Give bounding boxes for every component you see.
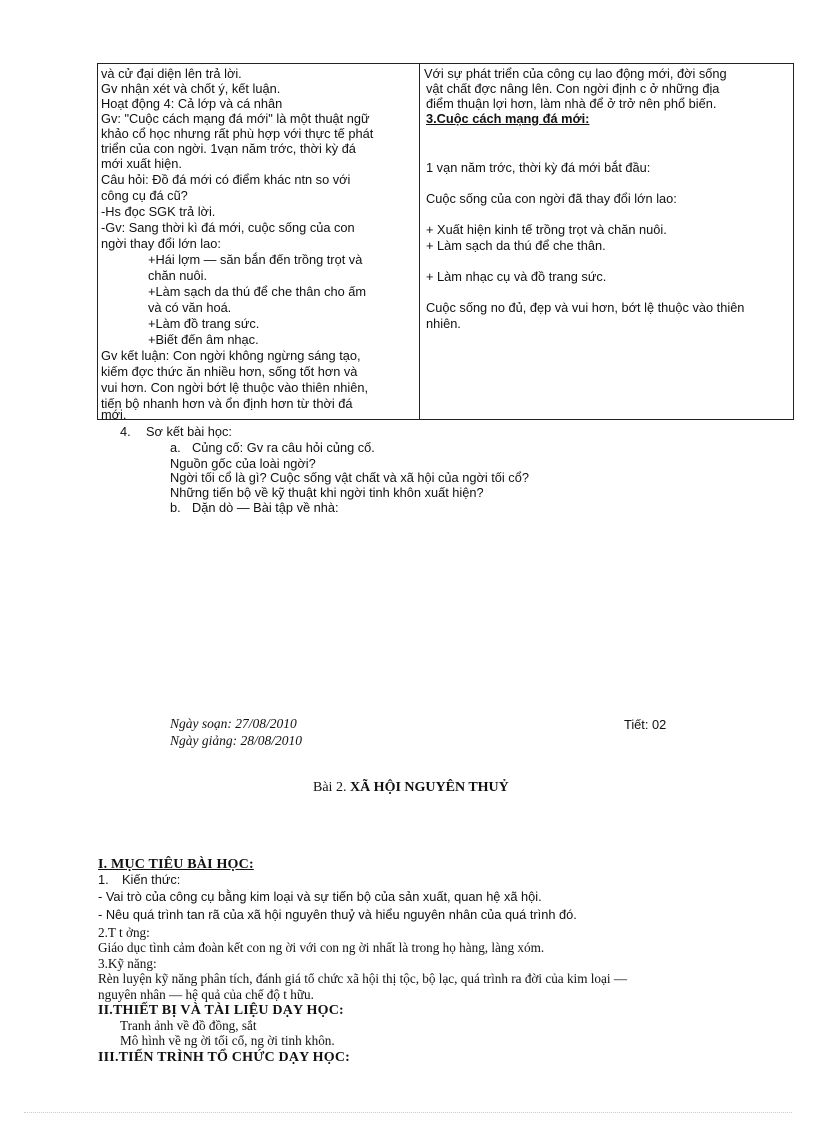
left-line: Gv kết luận: Con ngời không ngừng sáng tạo,	[101, 348, 361, 363]
knowledge-item: - Vai trò của công cụ bằng kim loại và sự tiến bộ của sản xuất, quan hệ xã hội.	[98, 889, 542, 904]
right-line: điểm thuận lợi hơn, làm nhà để ở trở nên phổ biến.	[426, 96, 717, 111]
right-line: nhiên.	[426, 316, 461, 331]
left-line: kiếm đợc thức ăn nhiều hơn, sống tốt hơn và	[101, 364, 358, 379]
summary-heading: Sơ kết bài học:	[146, 424, 232, 439]
right-line: + Xuất hiện kinh tế trồng trọt và chăn nuôi.	[426, 222, 667, 237]
teach-date: Ngày giảng: 28/08/2010	[170, 733, 302, 748]
teacher-activity-cell	[98, 64, 420, 420]
lesson-prefix: Bài 2.	[313, 780, 347, 795]
left-line: -Hs đọc SGK trả lời.	[101, 204, 216, 219]
right-line: + Làm nhạc cụ và đồ trang sức.	[426, 269, 607, 284]
left-line: mới xuất hiện.	[101, 156, 182, 171]
right-line: Cuộc sống của con ngời đã thay đổi lớn lao:	[426, 191, 677, 206]
knowledge-number: 1.	[98, 872, 109, 887]
lesson-name: XÃ HỘI NGUYÊN THUỶ	[349, 780, 509, 795]
left-line: và có văn hoá.	[148, 300, 232, 315]
lesson-table	[97, 63, 794, 420]
equipment-item: Tranh ảnh về đồ đồng, sắt	[120, 1018, 257, 1033]
right-line: + Làm sạch da thú để che thân.	[426, 238, 606, 253]
summary-question: Những tiến bộ về kỹ thuật khi ngời tinh khôn xuất hiện?	[170, 485, 484, 500]
summary-b-text: Dặn dò — Bài tập về nhà:	[192, 500, 339, 515]
left-line: tiến bộ nhanh hơn và ổn định hơn từ thời đá	[101, 396, 353, 411]
lesson-title	[313, 780, 509, 796]
left-line: -Gv: Sang thời kì đá mới, cuộc sống của con	[101, 220, 355, 235]
attitude-label: 2.T t ởng:	[98, 925, 150, 940]
skills-item: Rèn luyện kỹ năng phân tích, đánh giá tổ chức xã hội thị tộc, bộ lạc, quá trình ra đời của kim loại —	[98, 971, 628, 986]
left-line: ngời thay đổi lớn lao:	[101, 236, 221, 251]
left-line: Gv: "Cuộc cách mạng đá mới" là một thuật ngữ	[101, 111, 370, 126]
left-line: +Hái lợm — săn bắn đến trồng trọt và	[148, 252, 363, 267]
left-line: triển của con ngời. 1vạn năm trớc, thời kỳ đá	[101, 141, 356, 156]
left-line: và cử đại diện lên trả lời.	[101, 66, 242, 81]
content-cell	[420, 64, 794, 420]
page-bottom-rule	[24, 1112, 792, 1113]
left-line: +Làm đồ trang sức.	[148, 316, 260, 331]
left-line: mới.	[101, 407, 127, 422]
skills-label: 3.Kỹ năng:	[98, 956, 157, 971]
summary-question: Ngời tối cổ là gì? Cuộc sống vật chất và xã hội của ngời tối cổ?	[170, 470, 529, 485]
knowledge-label: Kiến thức:	[122, 872, 181, 887]
summary-a-label: a.	[170, 440, 181, 455]
section-heading-stone-age: 3.Cuộc cách mạng đá mới:	[426, 111, 590, 126]
equipment-item: Mô hình về ng ời tối cổ, ng ời tinh khôn.	[120, 1033, 335, 1048]
summary-question: Nguồn gốc của loài ngời?	[170, 456, 316, 471]
left-line: +Làm sạch da thú để che thân cho ấm	[148, 284, 367, 299]
left-line: Gv nhận xét và chốt ý, kết luận.	[101, 81, 281, 96]
attitude-item: Giáo dục tình cảm đoàn kết con ng ời với con ng ời nhất là trong họ hàng, làng xóm.	[98, 940, 545, 955]
skills-item: nguyên nhân — hệ quả của chế độ t hữu.	[98, 987, 314, 1002]
equipment-heading: II.THIẾT BỊ VÀ TÀI LIỆU DẠY HỌC:	[98, 1003, 344, 1018]
right-line: Với sự phát triển của công cụ lao động mới, đời sống	[424, 66, 727, 81]
left-line: chăn nuôi.	[148, 268, 208, 283]
procedure-heading: III.TIẾN TRÌNH TỔ CHỨC DẠY HỌC:	[98, 1050, 351, 1065]
objectives-heading: I. MỤC TIÊU BÀI HỌC:	[98, 857, 254, 872]
left-line: công cụ đá cũ?	[101, 188, 188, 203]
left-line: Hoạt động 4: Cả lớp và cá nhân	[101, 96, 283, 111]
prep-date: Ngày soạn: 27/08/2010	[170, 716, 297, 731]
right-line: Cuộc sống no đủ, đẹp và vui hơn, bớt lệ thuộc vào thiên	[426, 300, 745, 315]
left-line: khảo cổ học nhưng rất phù hợp với thực tế phát	[101, 126, 374, 141]
right-line: vật chất đợc nâng lên. Con ngời định c ở những địa	[426, 81, 720, 96]
summary-b-label: b.	[170, 500, 181, 515]
summary-number: 4.	[120, 424, 131, 439]
right-line: 1 vạn năm trớc, thời kỳ đá mới bắt đầu:	[426, 160, 651, 175]
summary-a-text: Củng cố: Gv ra câu hỏi củng cố.	[192, 440, 375, 455]
left-line: +Biết đến âm nhạc.	[148, 332, 259, 347]
knowledge-item: - Nêu quá trình tan rã của xã hội nguyên thuỷ và hiểu nguyên nhân của quá trình đó.	[98, 907, 577, 922]
left-line: Câu hỏi: Đồ đá mới có điểm khác ntn so với	[101, 172, 351, 187]
left-line: vui hơn. Con ngời bớt lệ thuộc vào thiên nhiên,	[101, 380, 369, 395]
period-number: Tiết: 02	[624, 717, 667, 732]
